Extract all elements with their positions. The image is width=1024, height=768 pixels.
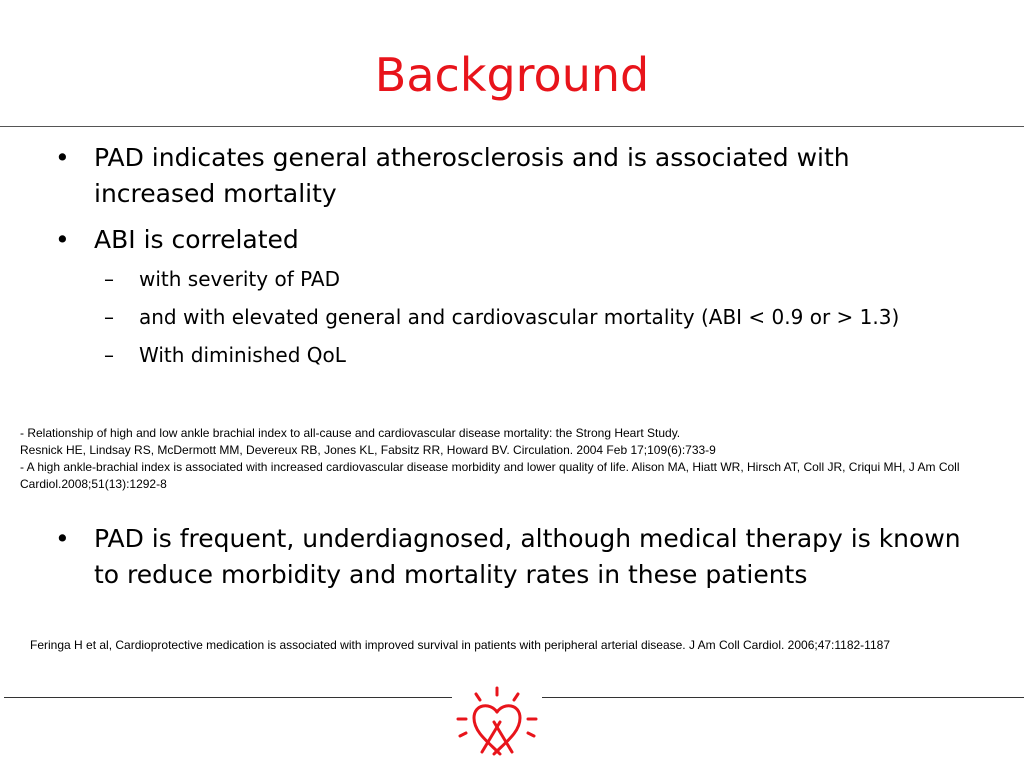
bullet-list-top	[0, 140, 959, 370]
sub-bullet-text: With diminished QoL	[139, 343, 346, 367]
sub-bullet-text: and with elevated general and cardiovascular mortality (ABI < 0.9 or > 1.3)	[139, 305, 900, 329]
bullet-glyph: •	[55, 524, 70, 553]
reference-line: Feringa H et al, Cardioprotective medication is associated with improved survival in patients with peripheral arterial disease. J Am Coll Cardiol. 2006;47:1182-1187	[30, 638, 890, 652]
slide-title: Background	[374, 48, 650, 102]
bullet-item	[0, 222, 954, 258]
bullet-text: PAD indicates general atherosclerosis and is associated with increased mortality	[94, 143, 850, 208]
title-divider	[0, 126, 1024, 127]
bullet-item	[0, 140, 954, 212]
dash-glyph: –	[104, 305, 114, 329]
footer-divider-left	[4, 697, 455, 698]
bullet-glyph: •	[55, 143, 70, 172]
bullet-text: PAD is frequent, underdiagnosed, although medical therapy is known to reduce morbidity and mortality rates in these patients	[94, 524, 961, 589]
reference-bottom	[30, 637, 970, 654]
bullet-item	[0, 521, 964, 593]
sub-bullet-item	[0, 264, 959, 294]
sub-bullet-text: with severity of PAD	[139, 267, 340, 291]
reference-line: - A high ankle-brachial index is associated with increased cardiovascular disease morbidity and lower quality of life. Alison MA, Hiatt WR, Hirsch AT, Coll JR, Criqui MH, J Am Coll Cardiol.2008;51(13):1292-8	[20, 460, 960, 491]
bullet-text: ABI is correlated	[94, 225, 299, 254]
dash-glyph: –	[104, 343, 114, 367]
sub-bullet-item	[0, 302, 959, 332]
reference-line: - Relationship of high and low ankle brachial index to all-cause and cardiovascular disease mortality: the Strong Heart Study.	[20, 426, 681, 440]
footer-divider-right	[541, 697, 1024, 698]
sub-bullet-item	[0, 340, 959, 370]
references-top	[20, 425, 1010, 493]
bullet-list-bottom	[0, 521, 964, 593]
reference-line: Resnick HE, Lindsay RS, McDermott MM, Devereux RB, Jones KL, Fabsitz RR, Howard BV. Circulation. 2004 Feb 17;109(6):733-9	[20, 443, 716, 457]
dash-glyph: –	[104, 267, 114, 291]
heart-sun-logo-icon	[452, 682, 542, 768]
bullet-glyph: •	[55, 225, 70, 254]
